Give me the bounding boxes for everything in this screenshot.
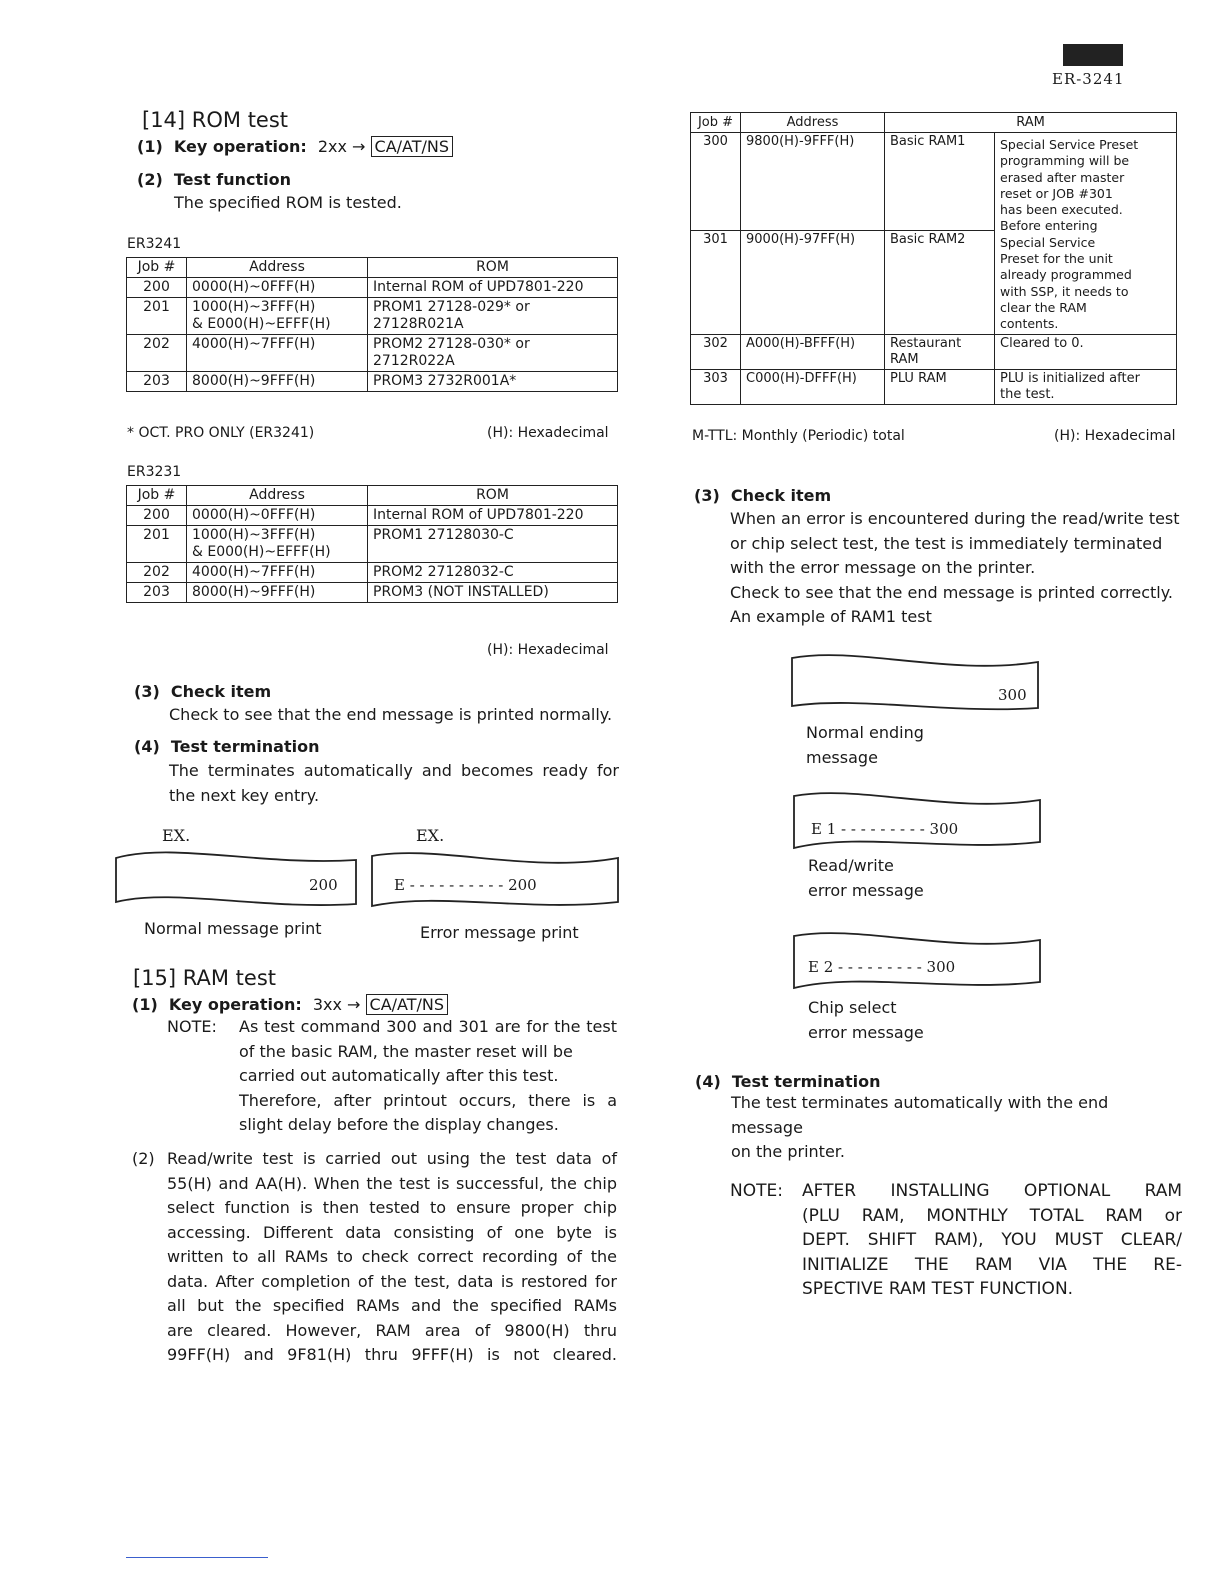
normal-message-caption: Normal message print — [144, 919, 322, 938]
rom-step-4-text-1: The terminates automatically and becomes ready for — [169, 761, 619, 780]
ram-note-line: slight delay before the display changes. — [239, 1115, 559, 1134]
er3231-rows — [127, 506, 618, 603]
final-note-line: SPECTIVE RAM TEST FUNCTION. — [802, 1279, 1074, 1299]
ram-note-line: As test command 300 and 301 are for the test — [239, 1017, 617, 1036]
address-cell: A000(H)-BFFF(H) — [741, 334, 885, 369]
address-cell: 8000(H)~9FFF(H) — [187, 372, 368, 392]
hex-note: (H): Hexadecimal — [487, 425, 609, 441]
ram-note-line: of the basic RAM, the master reset will be — [239, 1041, 573, 1061]
col-header: Job # — [127, 258, 187, 278]
ram-normal-value: 300 — [998, 686, 1027, 704]
ram-step-3-line: Check to see that the end message is printed correctly. — [730, 582, 1173, 602]
model-number: ER-3241 — [1052, 70, 1125, 88]
job-cell: 202 — [127, 335, 187, 372]
ram-step-3-line: or chip select test, the test is immediately terminated — [730, 533, 1163, 553]
col-header: ROM — [368, 486, 618, 506]
rom-step-3-label: Check item — [170, 682, 272, 701]
hex-note: (H): Hexadecimal — [487, 642, 609, 658]
ram-step-2-line: accessing. Different data consisting of one byte is — [167, 1222, 617, 1242]
address-cell: 9800(H)-9FFF(H) — [741, 133, 885, 231]
rom-step-2-label: Test function — [173, 170, 291, 189]
rom-cell: PROM1 27128-029* or 27128R021A — [368, 298, 618, 335]
header-logo-block — [1063, 44, 1123, 66]
rom-step-1-label: Key operation: — [173, 137, 307, 156]
job-cell: 301 — [691, 230, 741, 334]
job-cell: 202 — [127, 563, 187, 583]
ram-note-label: NOTE: — [167, 1017, 217, 1036]
ram-normal-printout-paper — [788, 650, 1044, 716]
cs-error-caption: Chip select error message — [808, 998, 924, 1042]
example-label: EX. — [162, 826, 191, 845]
ram-name-cell: Restaurant RAM — [885, 334, 995, 369]
ram-step-1-cmd: 3xx — [312, 995, 342, 1014]
ram-step-1-num: (1) — [132, 995, 158, 1014]
mttl-note: M-TTL: Monthly (Periodic) total — [692, 428, 905, 444]
job-cell: 200 — [127, 506, 187, 526]
ram-note-line: carried out automatically after this test. — [239, 1066, 559, 1085]
rom-step-3 — [134, 682, 271, 701]
normal-print-value: 200 — [309, 876, 338, 894]
ram-test-title: [15] RAM test — [133, 966, 277, 990]
ram-step-3-body — [730, 507, 1181, 630]
ram-normal-caption: Normal ending message — [806, 723, 924, 767]
address-cell: 4000(H)~7FFF(H) — [187, 563, 368, 583]
cs-error-value: E 2 - - - - - - - - - 300 — [808, 958, 956, 976]
rom-step-2 — [137, 170, 291, 189]
job-cell: 302 — [691, 334, 741, 369]
address-cell: 0000(H)~0FFF(H) — [187, 278, 368, 298]
final-note-line: (PLU RAM, MONTHLY TOTAL RAM or — [802, 1205, 1182, 1226]
address-cell: 9000(H)-97FF(H) — [741, 230, 885, 334]
er3241-footnote: * OCT. PRO ONLY (ER3241) — [127, 425, 315, 441]
rom-cell: PROM1 27128030-C — [368, 526, 618, 563]
rom-step-1-cmd: 2xx — [317, 137, 347, 156]
er3231-rom-table — [126, 485, 618, 603]
footer-rule — [126, 1557, 268, 1558]
final-note-line: INITIALIZE THE RAM VIA THE RE- — [802, 1254, 1182, 1275]
table-row — [127, 298, 618, 335]
col-header: RAM — [885, 113, 1177, 133]
rom-step-3-num: (3) — [134, 682, 160, 701]
rw-error-caption: Read/write error message — [808, 856, 924, 900]
rom-step-1-num: (1) — [137, 137, 163, 156]
rom-cell: PROM3 (NOT INSTALLED) — [368, 583, 618, 603]
ram-job-table — [690, 112, 1177, 405]
rom-cell: Internal ROM of UPD7801-220 — [368, 506, 618, 526]
address-cell: C000(H)-DFFF(H) — [741, 369, 885, 404]
rom-step-4-text-2: the next key entry. — [169, 786, 320, 805]
address-cell: 0000(H)~0FFF(H) — [187, 506, 368, 526]
table-row — [691, 369, 1177, 404]
ram-description-cell: Cleared to 0. — [995, 334, 1177, 369]
rom-step-4-label: Test termination — [170, 737, 320, 756]
rom-cell: Internal ROM of UPD7801-220 — [368, 278, 618, 298]
ram-note-line: Therefore, after printout occurs, there is a — [239, 1090, 617, 1110]
col-header: ROM — [368, 258, 618, 278]
table-row — [127, 583, 618, 603]
rom-step-1 — [137, 137, 453, 156]
col-header: Job # — [127, 486, 187, 506]
er3241-rows — [127, 278, 618, 392]
ram-step-3-line: An example of RAM1 test — [730, 607, 932, 626]
table-row — [127, 563, 618, 583]
final-note-line: DEPT. SHIFT RAM), YOU MUST CLEAR/ — [802, 1230, 1182, 1250]
address-cell: 8000(H)~9FFF(H) — [187, 583, 368, 603]
job-cell: 203 — [127, 372, 187, 392]
rom-step-4-num: (4) — [134, 737, 160, 756]
rom-step-2-num: (2) — [137, 170, 163, 189]
table-row — [127, 506, 618, 526]
ram-step-3-line: with the error message on the printer. — [730, 558, 1036, 577]
col-header: Address — [187, 258, 368, 278]
rom-step-2-text: The specified ROM is tested. — [174, 193, 402, 212]
job-cell: 303 — [691, 369, 741, 404]
example-label: EX. — [416, 826, 445, 845]
rom-step-3-text: Check to see that the end message is printed normally. — [169, 705, 613, 724]
table-row — [691, 133, 1177, 231]
ram-step-4-label: Test termination — [731, 1072, 881, 1091]
ram-name-cell: Basic RAM2 — [885, 230, 995, 334]
rom-cell: PROM2 27128032-C — [368, 563, 618, 583]
job-cell: 300 — [691, 133, 741, 231]
rom-cell: PROM3 2732R001A* — [368, 372, 618, 392]
job-cell: 203 — [127, 583, 187, 603]
rom-step-4 — [134, 737, 320, 756]
ram-step-4-body — [731, 1091, 1183, 1165]
ram-key-box: CA/AT/NS — [366, 994, 449, 1015]
arrow-icon: → — [347, 995, 361, 1014]
ram-step-4 — [695, 1072, 881, 1091]
error-print-value: E - - - - - - - - - - 200 — [394, 876, 537, 894]
er3241-rom-table — [126, 257, 618, 392]
rom-key-box: CA/AT/NS — [371, 136, 454, 157]
col-header: Job # — [691, 113, 741, 133]
ram-step-3-num: (3) — [694, 486, 720, 505]
ram-name-cell: PLU RAM — [885, 369, 995, 404]
final-note-body — [802, 1179, 1182, 1302]
address-cell: 4000(H)~7FFF(H) — [187, 335, 368, 372]
ram-step-2-line: Read/write test is carried out using the test data of — [167, 1149, 617, 1168]
ram-step-4-num: (4) — [695, 1072, 721, 1091]
table-row — [127, 372, 618, 392]
rom-test-title: [14] ROM test — [142, 108, 289, 132]
er3231-label: ER3231 — [127, 464, 182, 480]
ram-step-2-num: (2) — [132, 1149, 155, 1168]
ram-step-2-line: select function is then tested to ensure proper chip — [167, 1198, 617, 1217]
ram-step-3 — [694, 486, 831, 505]
ram-step-2-line: are cleared. However, RAM area of 9800(H) thru — [167, 1320, 617, 1340]
address-cell: 1000(H)~3FFF(H) & E000(H)~EFFF(H) — [187, 526, 368, 563]
ram-step-4-line: The test terminates automatically with the end message — [731, 1093, 1109, 1137]
final-note-line: AFTER INSTALLING OPTIONAL RAM — [802, 1181, 1182, 1201]
ram-step-4-line: on the printer. — [731, 1142, 845, 1161]
table-row — [127, 278, 618, 298]
job-cell: 200 — [127, 278, 187, 298]
rw-error-value: E 1 - - - - - - - - - 300 — [811, 820, 959, 838]
ram-step-3-line: When an error is encountered during the read/write test — [730, 509, 1180, 528]
ram-step-3-label: Check item — [730, 486, 832, 505]
ram-step-2-line: data. After completion of the test, data is restored for — [167, 1271, 617, 1291]
job-cell: 201 — [127, 526, 187, 563]
ram-step-1 — [132, 995, 448, 1014]
ram-step-1-label: Key operation: — [168, 995, 302, 1014]
arrow-icon: → — [352, 137, 366, 156]
address-cell: 1000(H)~3FFF(H) & E000(H)~EFFF(H) — [187, 298, 368, 335]
col-header: Address — [187, 486, 368, 506]
table-row — [691, 334, 1177, 369]
table-row — [127, 335, 618, 372]
table-row — [127, 526, 618, 563]
er3241-label: ER3241 — [127, 236, 182, 252]
ram-description-cell: PLU is initialized after the test. — [995, 369, 1177, 404]
ram-step-2-line: all but the specified RAMs and the specified RAMs — [167, 1296, 617, 1315]
ram-description-cell: Special Service Preset programming will be erased after master reset or JOB #301 has been executed. Before entering Special Service Preset for the unit already programmed with SSP, it needs to clear the RAM contents. — [995, 133, 1177, 335]
rom-cell: PROM2 27128-030* or 2712R022A — [368, 335, 618, 372]
ram-step-2-line: 99FF(H) and 9F81(H) thru 9FFF(H) is not cleared. — [167, 1345, 617, 1364]
ram-name-cell: Basic RAM1 — [885, 133, 995, 231]
ram-step-2-body — [167, 1147, 617, 1368]
hex-note: (H): Hexadecimal — [1054, 428, 1176, 444]
final-note-label: NOTE: — [730, 1181, 783, 1201]
col-header: Address — [741, 113, 885, 133]
error-message-caption: Error message print — [420, 923, 579, 942]
job-cell: 201 — [127, 298, 187, 335]
ram-step-2-line: written to all RAMs to check correct recording of the — [167, 1247, 617, 1266]
ram-step-2-line: 55(H) and AA(H). When the test is successful, the chip — [167, 1173, 617, 1193]
ram-note-body — [239, 1015, 617, 1138]
